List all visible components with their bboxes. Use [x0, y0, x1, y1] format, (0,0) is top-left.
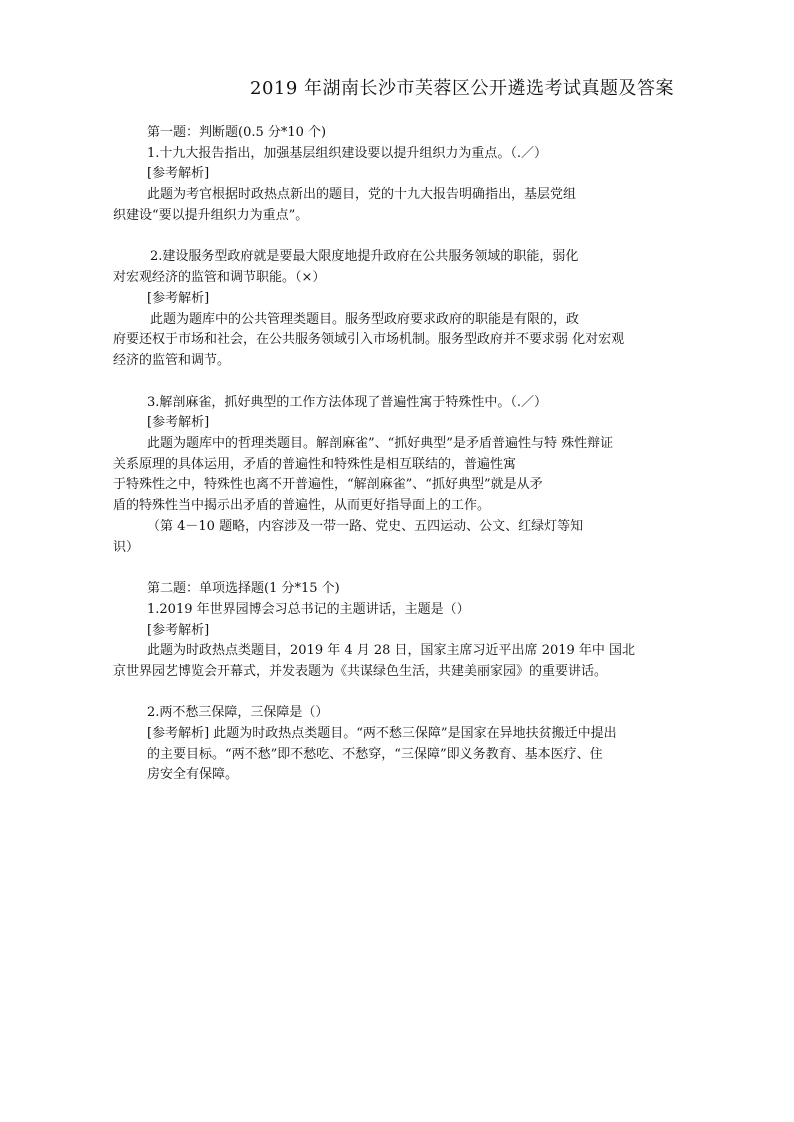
s1-q2-exp-1: 此题为题库中的公共管理类题目。服务型政府要求政府的职能是有限的，政	[150, 312, 580, 327]
s1-q2-exp-3: 经济的监管和调节。	[113, 353, 231, 368]
s2-q2-exp-2: 的主要目标。“两不愁”即不愁吃、不愁穿，“三保障”即义务教育、基本医疗、住	[147, 747, 603, 762]
section2-heading: 第二题：单项选择题(1 分*15 个)	[147, 581, 340, 596]
document-title: 2019 年湖南长沙市芙蓉区公开遴选考试真题及答案	[250, 78, 675, 99]
s1-q1-ref-label: [参考解析]	[147, 166, 210, 181]
s2-q2-exp-3: 房安全有保障。	[147, 767, 239, 782]
s1-q3-ref-label: [参考解析]	[147, 415, 210, 430]
s1-q3-exp-4: 盾的特殊性当中揭示出矛盾的普遍性，从而更好指导面上的工作。	[113, 498, 491, 513]
s2-q2-exp-1: [参考解析] 此题为时政热点类题目。“两不愁三保障”是国家在异地扶贫搬迁中提出	[147, 726, 617, 741]
s2-q1-exp-1: 此题为时政热点类题目，2019 年 4 月 28 日，国家主席习近平出席 2019 年中 国北	[147, 643, 636, 658]
s1-q1-text: 1.十九大报告指出，加强基层组织建设要以提升组织力为重点。（.／）	[147, 146, 548, 161]
s1-q3-exp-1: 此题为题库中的哲理类题目。解剖麻雀”、“抓好典型”是矛盾普遍性与特 殊性辩证	[147, 436, 614, 451]
s1-q3-exp-3: 于特殊性之中，特殊性也离不开普遍性，“解剖麻雀”、“抓好典型”就是从矛	[113, 477, 543, 492]
s1-q1-exp-2: 织建设“要以提升组织力为重点”。	[113, 208, 309, 223]
s1-omitted-note-1: （第 4－10 题略，内容涉及一带一路、党史、五四运动、公文、红绿灯等知	[147, 519, 584, 534]
s1-q2-text-1: 2.建设服务型政府就是要最大限度地提升政府在公共服务领域的职能，弱化	[150, 249, 579, 264]
s2-q2-text: 2.两不愁三保障，三保障是（）	[147, 705, 329, 720]
s2-q1-ref-label: [参考解析]	[147, 623, 210, 638]
s1-q3-text: 3.解剖麻雀，抓好典型的工作方法体现了普遍性寓于特殊性中。（.／）	[147, 395, 548, 410]
s2-q1-exp-2: 京世界园艺博览会开幕式，并发表题为《共谋绿色生活，共建美丽家园》的重要讲话。	[113, 664, 608, 679]
s1-omitted-note-2: 识）	[113, 540, 140, 555]
s1-q2-ref-label: [参考解析]	[147, 291, 210, 306]
s1-q1-exp-1: 此题为考官根据时政热点新出的题目，党的十九大报告明确指出，基层党组	[147, 187, 577, 202]
s2-q1-text: 1.2019 年世界园博会习总书记的主题讲话，主题是（）	[147, 602, 470, 617]
s1-q2-exp-2: 府要还权于市场和社会，在公共服务领域引入市场机制。服务型政府并不要求弱 化对宏观	[113, 332, 625, 347]
s1-q2-text-2: 对宏观经济的监管和调节职能。（×）	[113, 270, 326, 285]
s1-q3-exp-2: 关系原理的具体运用，矛盾的普遍性和特殊性是相互联结的，普遍性寓	[113, 457, 517, 472]
section1-heading: 第一题：判断题(0.5 分*10 个)	[147, 125, 327, 140]
